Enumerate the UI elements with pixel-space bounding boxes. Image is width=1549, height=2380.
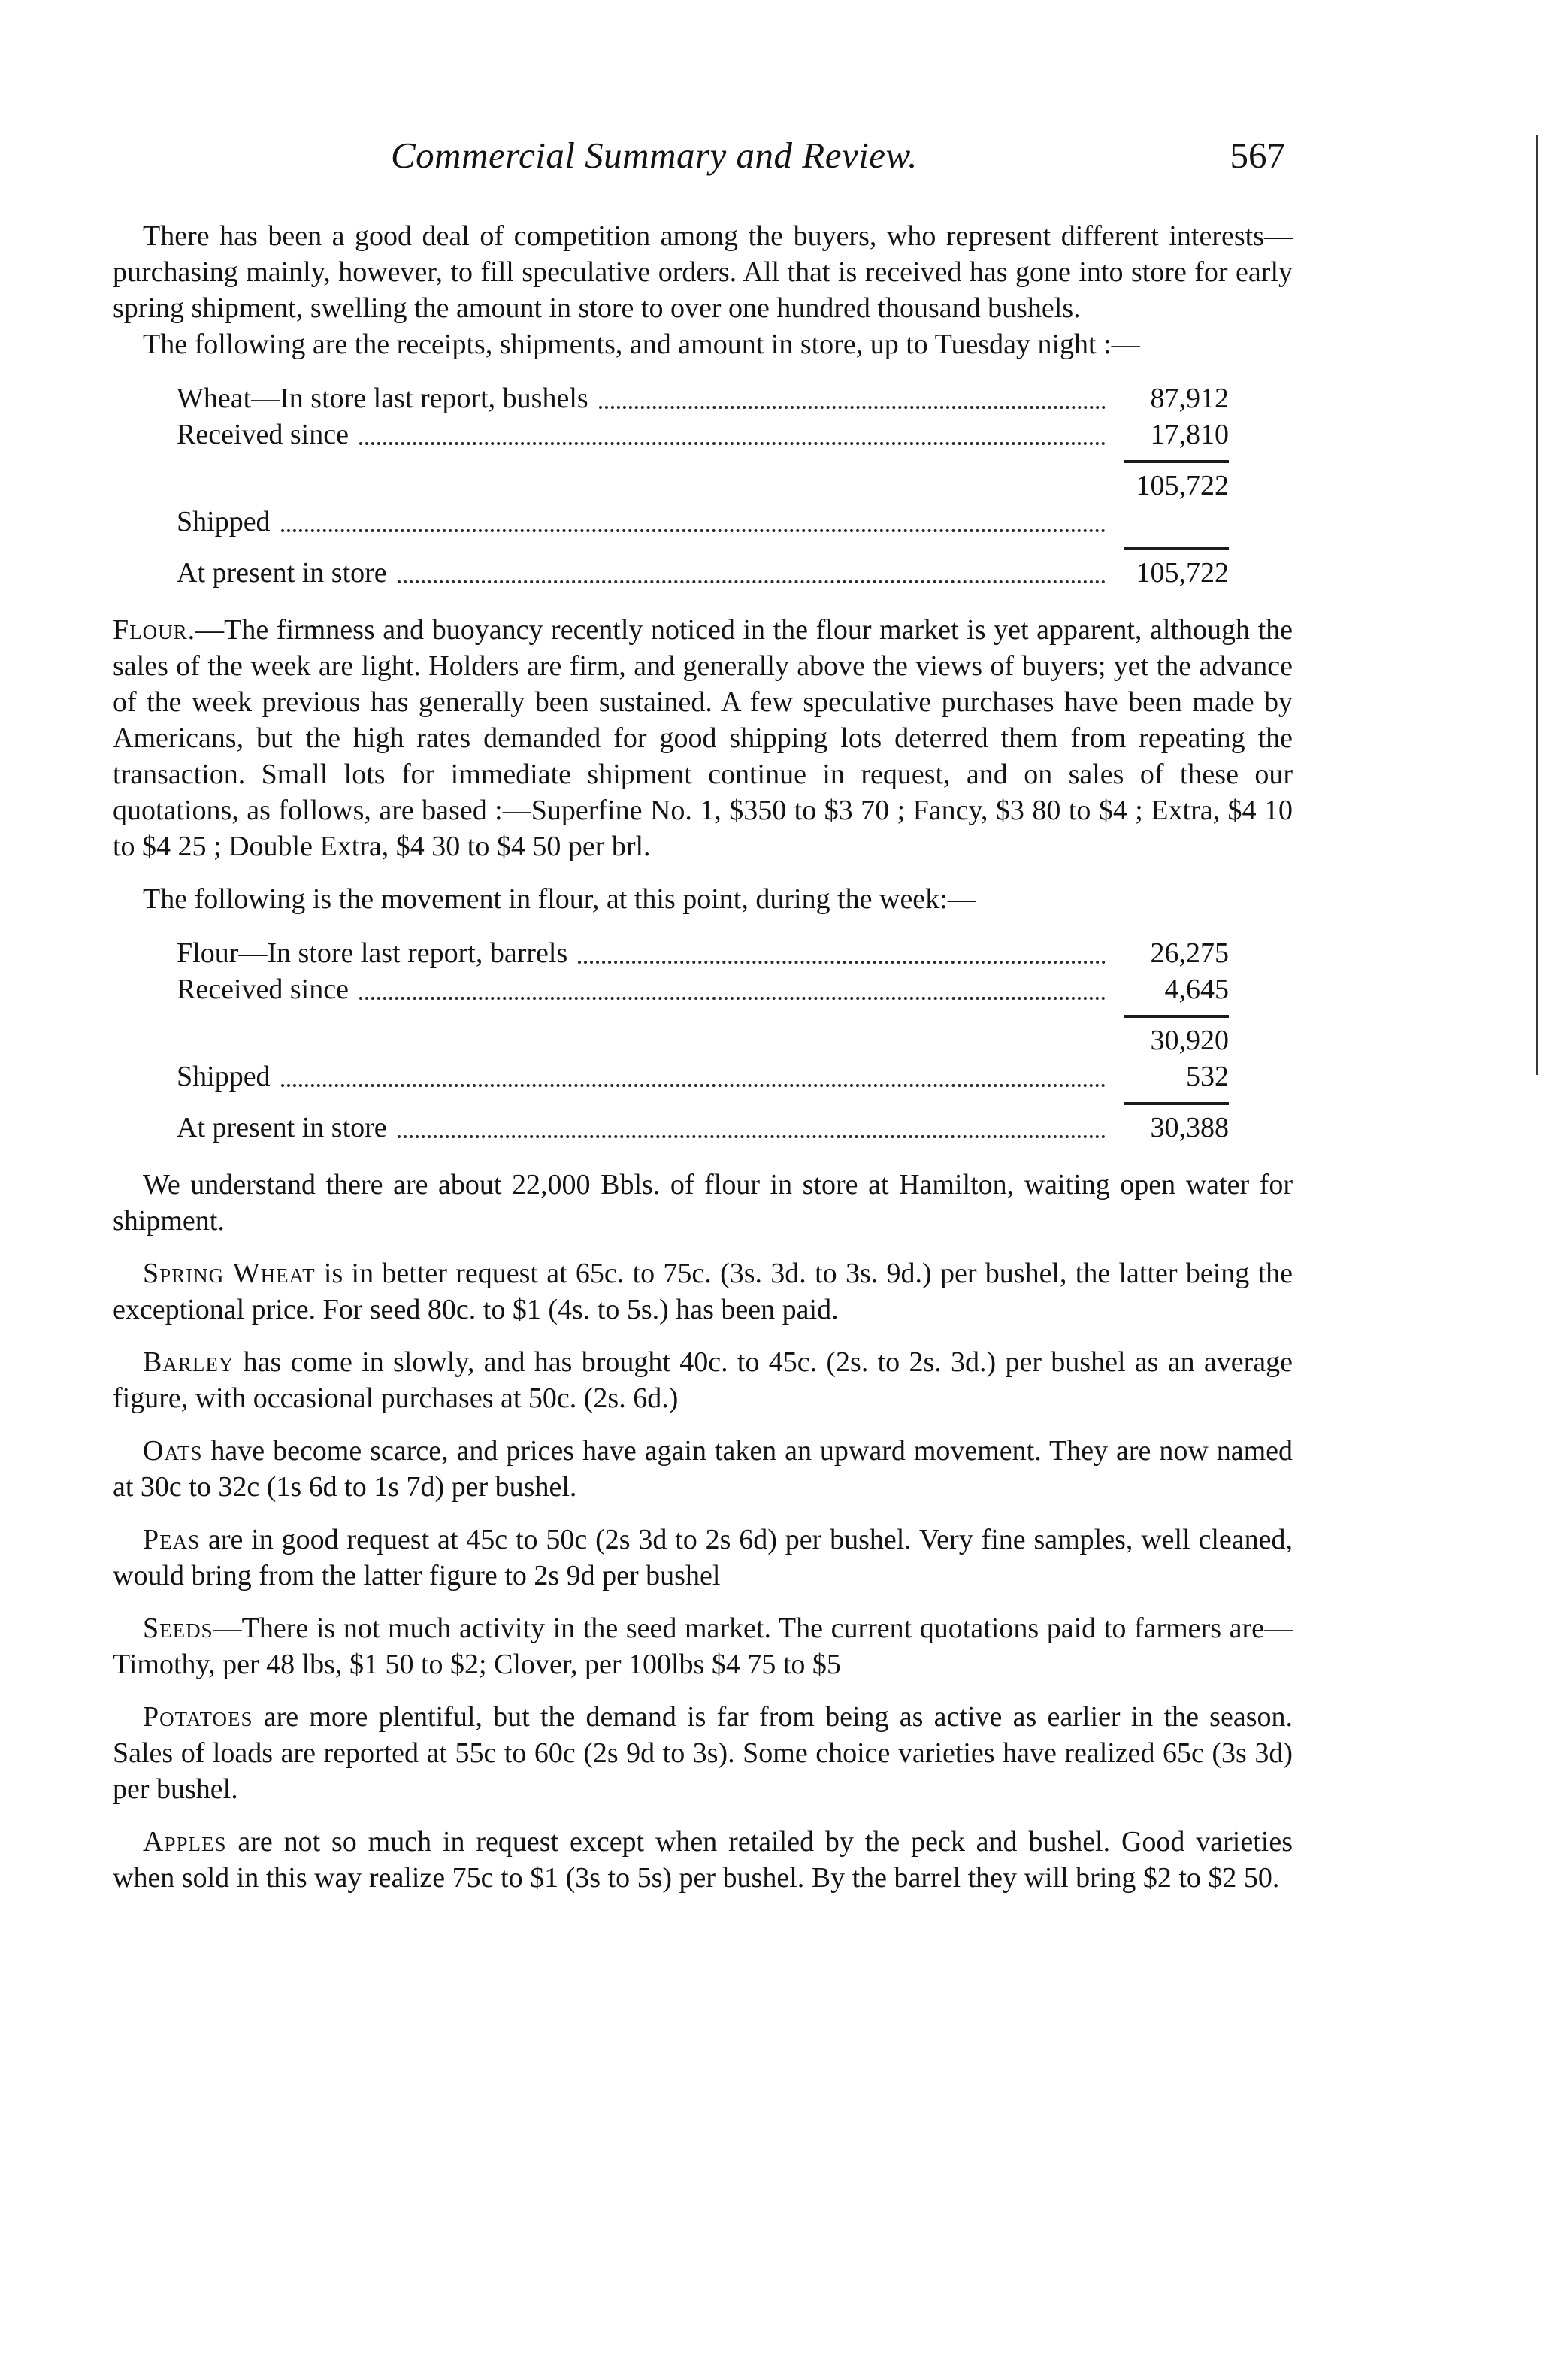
- seeds-paragraph: [113, 1610, 1293, 1682]
- sum-rule: [1124, 1015, 1229, 1018]
- flour-text: —The firmness and buoyancy recently noticed in the flour market is yet apparent, although the sales of the week are light. Holders are firm, and generally above the views of buyers; yet the advance of the week previous has generally been sustained. A few speculative purchases have been made by Americans, but the high rates demanded for good shipping lots deterred them from repeating the transaction. Small lots for immediate shipment continue in request, and on sales of these our quotations, as follows, are based :—Superfine No. 1, $350 to $3 70 ; Fancy, $3 80 to $4 ; Extra, $4 10 to $4 25 ; Double Extra, $4 30 to $4 50 per brl.: [113, 614, 1293, 862]
- ledger-row: [177, 973, 1229, 1009]
- flour-ledger: [177, 937, 1229, 1147]
- wheat-ledger: [177, 382, 1229, 592]
- flour-movement-intro: The following is the movement in flour, at this point, during the week:—: [143, 883, 976, 915]
- oats-text: have become scarce, and prices have again taken an upward movement. They are now named at 30c to 32c (1s 6d to 1s 7d) per bushel.: [113, 1435, 1293, 1503]
- sum-rule-row: [177, 1009, 1229, 1024]
- hamilton-paragraph: We understand there are about 22,000 Bbls. of flour in store at Hamilton, waiting open water for shipment.: [113, 1169, 1293, 1237]
- potatoes-heading: Potatoes: [143, 1701, 253, 1733]
- sum-rule: [1124, 1102, 1229, 1105]
- ledger-label: Shipped: [177, 506, 271, 537]
- flour-heading: Flour.: [113, 614, 196, 646]
- ledger-label: Received since: [177, 419, 349, 450]
- apples-text: are not so much in request except when retailed by the peck and bushel. Good varieties when sold in this way realize 75c to $1 (3s to 5s) per bushel. By the barrel they will bring $2 to $2 50.: [113, 1826, 1293, 1894]
- leader-dots: [578, 943, 1106, 964]
- potatoes-paragraph: [113, 1699, 1293, 1807]
- peas-text: are in good request at 45c to 50c (2s 3d to 2s 6d) per bushel. Very fine samples, well cleaned, would bring from the latter figure to 2s 9d per bushel: [113, 1524, 1293, 1591]
- ledger-label: Shipped: [177, 1061, 271, 1092]
- ledger-row: [177, 1060, 1229, 1096]
- ledger-row: [177, 937, 1229, 973]
- intro-paragraph: There has been a good deal of competition among the buyers, who represent different interests—purchasing mainly, however, to fill speculative orders. All that is received has gone into store for early spring shipment, swelling the amount in store to over one hundred thousand bushels.: [113, 220, 1293, 324]
- ledger-value: 532: [1186, 1061, 1229, 1092]
- receipts-intro-paragraph: The following are the receipts, shipments, and amount in store, up to Tuesday night :—: [143, 329, 1140, 360]
- leader-dots: [281, 1066, 1106, 1087]
- barley-paragraph: [113, 1344, 1293, 1416]
- ledger-value: 30,920: [1150, 1025, 1229, 1056]
- peas-paragraph: [113, 1522, 1293, 1594]
- leader-dots: [398, 562, 1106, 583]
- ledger-row: [177, 418, 1229, 454]
- ledger-label: Received since: [177, 973, 349, 1005]
- leader-dots: [359, 979, 1106, 1000]
- barley-text: has come in slowly, and has brought 40c. to 45c. (2s. to 2s. 3d.) per bushel as an average figure, with occasional purchases at 50c. (2s. 6d.): [113, 1346, 1293, 1414]
- apples-paragraph: [113, 1824, 1293, 1896]
- ledger-row: [177, 469, 1229, 505]
- ledger-row: [177, 1111, 1229, 1147]
- leader-dots: [398, 1117, 1106, 1138]
- ledger-row: [177, 556, 1229, 592]
- sum-rule: [1124, 547, 1229, 550]
- sum-rule: [1124, 460, 1229, 463]
- running-head: [113, 134, 1285, 194]
- ledger-value: 105,722: [1136, 470, 1229, 501]
- spring-wheat-text: is in better request at 65c. to 75c. (3s. 3d. to 3s. 9d.) per bushel, the latter being the exceptional price. For seed 80c. to $1 (4s. to 5s.) has been paid.: [113, 1258, 1293, 1325]
- ledger-row: [177, 382, 1229, 418]
- sum-rule-row: [177, 541, 1229, 556]
- page-number: 567: [1230, 135, 1285, 176]
- ledger-value: 105,722: [1136, 557, 1229, 589]
- peas-heading: Peas: [143, 1524, 201, 1555]
- seeds-text: —There is not much activity in the seed market. The current quotations paid to farmers are—Timothy, per 48 lbs, $1 50 to $2; Clover, per 100lbs $4 75 to $5: [113, 1612, 1293, 1680]
- spring-wheat-heading: Spring Wheat: [143, 1258, 316, 1289]
- running-title: Commercial Summary and Review.: [391, 135, 918, 176]
- leader-dots: [359, 424, 1106, 445]
- apples-heading: Apples: [143, 1826, 227, 1858]
- barley-heading: Barley: [143, 1346, 234, 1378]
- ledger-row: [177, 1024, 1229, 1060]
- sum-rule-row: [177, 1096, 1229, 1111]
- sum-rule-row: [177, 454, 1229, 469]
- ledger-value: 17,810: [1150, 419, 1229, 450]
- leader-dots: [599, 388, 1106, 409]
- ledger-value: 30,388: [1150, 1112, 1229, 1143]
- ledger-value: 87,912: [1150, 383, 1229, 414]
- ledger-label: Flour—In store last report, barrels: [177, 937, 568, 969]
- potatoes-text: are more plentiful, but the demand is far from being as active as earlier in the season. Sales of loads are reported at 55c to 60c (2s 9d to 3s). Some choice varieties have realized 65c (3s 3d) per bushel.: [113, 1701, 1293, 1805]
- ledger-label: At present in store: [177, 557, 387, 589]
- flour-paragraph: [113, 612, 1293, 864]
- ledger-row: [177, 505, 1229, 541]
- ledger-value: 4,645: [1164, 973, 1229, 1005]
- seeds-heading: Seeds: [143, 1612, 213, 1644]
- leader-dots: [281, 511, 1106, 532]
- oats-heading: Oats: [143, 1435, 203, 1467]
- text-column: [113, 218, 1293, 1896]
- ledger-value: 26,275: [1150, 937, 1229, 969]
- oats-paragraph: [113, 1433, 1293, 1505]
- ledger-label: Wheat—In store last report, bushels: [177, 383, 588, 414]
- ledger-label: At present in store: [177, 1112, 387, 1143]
- spring-wheat-paragraph: [113, 1255, 1293, 1328]
- page-edge-line: [1536, 135, 1538, 1075]
